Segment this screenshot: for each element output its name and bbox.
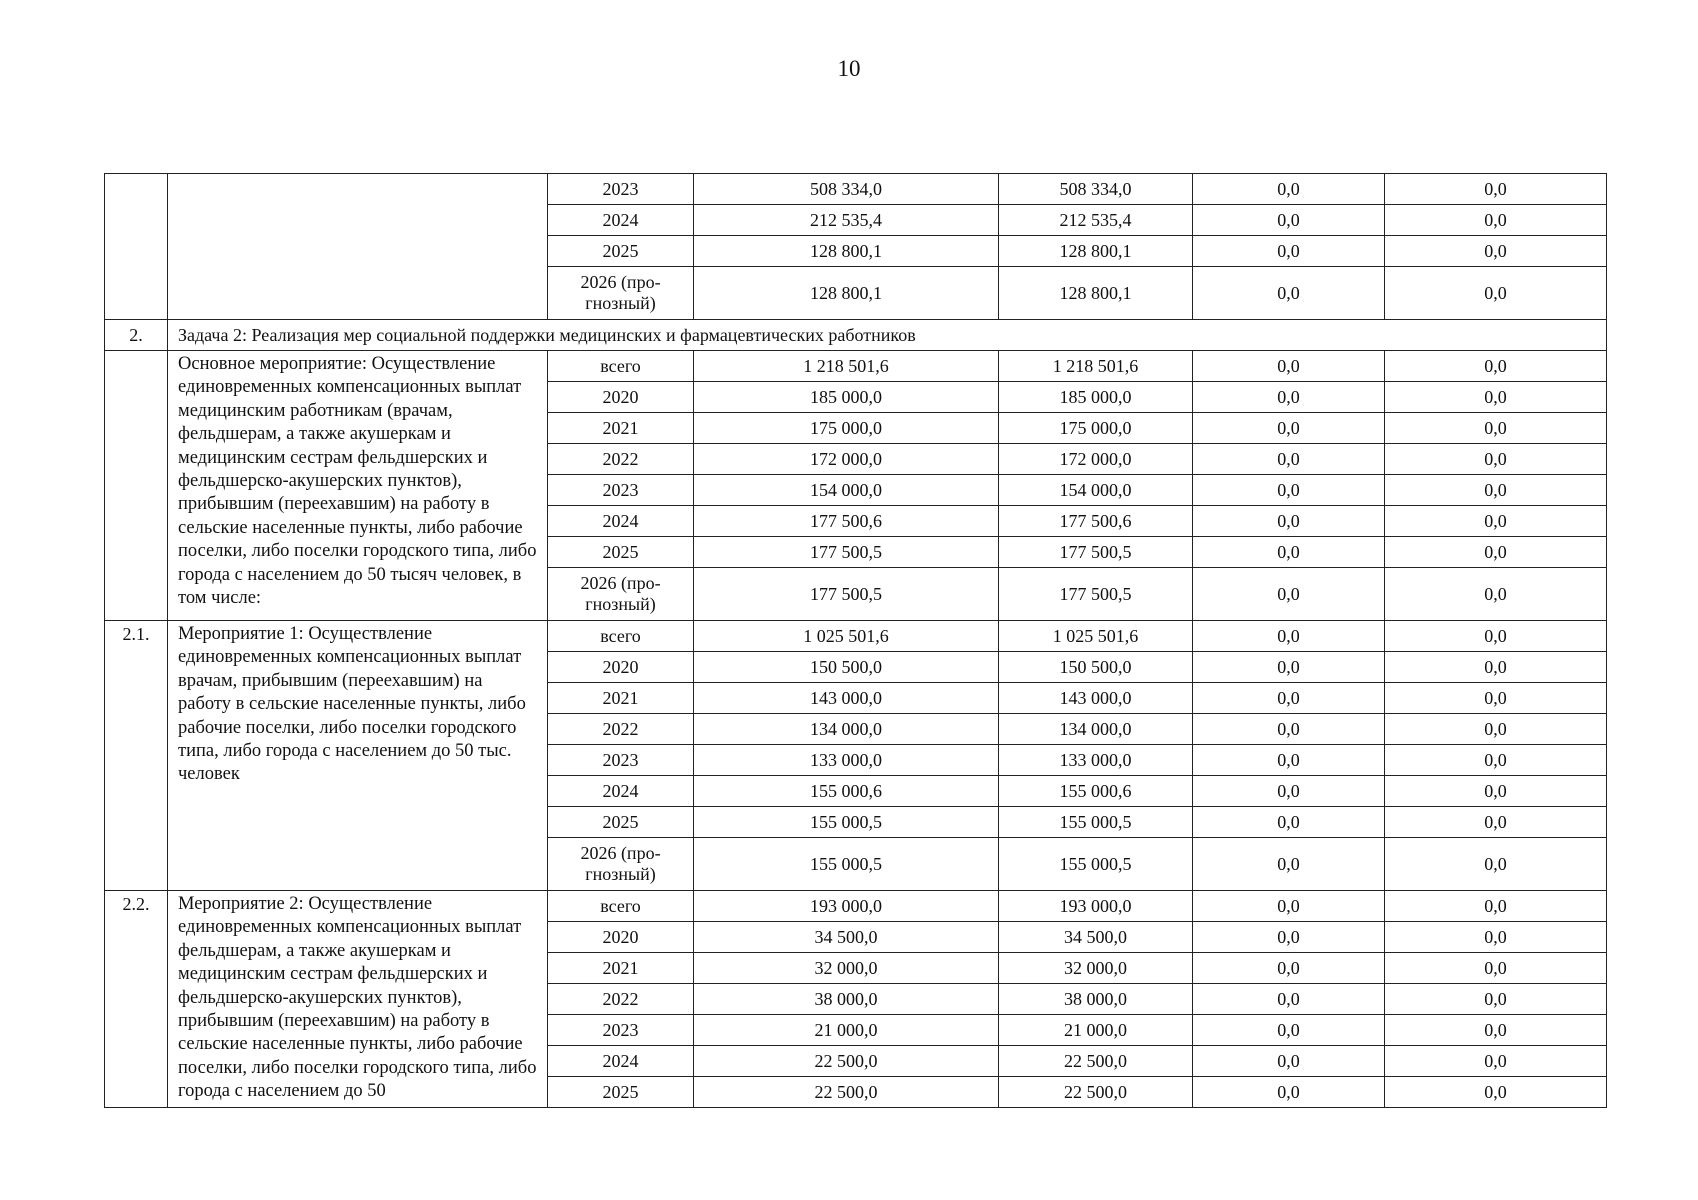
total-cell: 155 000,5 [694,807,999,838]
other-cell: 0,0 [1385,444,1607,475]
federal-cell: 0,0 [1193,807,1385,838]
budget-cell: 22 500,0 [999,1046,1193,1077]
budget-cell: 155 000,5 [999,838,1193,891]
budget-cell: 1 025 501,6 [999,621,1193,652]
federal-cell: 0,0 [1193,205,1385,236]
other-cell: 0,0 [1385,922,1607,953]
federal-cell: 0,0 [1193,475,1385,506]
year-cell: 2023 [548,174,694,205]
measure-description: Мероприятие 1: Осуществление единовременных компенсационных выплат врачам, прибывшим (переехавшим) на работу в сельские населенные пункты, либо рабочие поселки, либо поселки городского типа, либо города с населением до 50 тыс. человек [168,621,548,891]
year-cell: 2020 [548,922,694,953]
budget-cell: 22 500,0 [999,1077,1193,1108]
other-cell: 0,0 [1385,382,1607,413]
budget-cell: 1 218 501,6 [999,351,1193,382]
budget-cell: 128 800,1 [999,236,1193,267]
measure-description: Мероприятие 2: Осуществление единовременных компенсационных выплат фельдшерам, а также акушеркам и медицинским сестрам фельдшерских и фельдшерско-акушерских пунктов), прибывшим (переехавшим) на работу в сельские населенные пункты, либо рабочие поселки, либо поселки городского типа, либо города с населением до 50 [168,891,548,1108]
year-cell: 2024 [548,1046,694,1077]
federal-cell: 0,0 [1193,621,1385,652]
federal-cell: 0,0 [1193,351,1385,382]
year-cell: 2026 (про-гнозный) [548,568,694,621]
federal-cell: 0,0 [1193,891,1385,922]
budget-cell: 177 500,5 [999,568,1193,621]
other-cell: 0,0 [1385,1077,1607,1108]
federal-cell: 0,0 [1193,714,1385,745]
other-cell: 0,0 [1385,652,1607,683]
year-cell: всего [548,351,694,382]
federal-cell: 0,0 [1193,922,1385,953]
total-cell: 1 218 501,6 [694,351,999,382]
year-cell: 2025 [548,807,694,838]
total-cell: 177 500,6 [694,506,999,537]
year-cell: 2023 [548,745,694,776]
row-number [105,351,168,621]
total-cell: 177 500,5 [694,568,999,621]
federal-cell: 0,0 [1193,838,1385,891]
total-cell: 128 800,1 [694,236,999,267]
budget-cell: 177 500,6 [999,506,1193,537]
total-cell: 155 000,6 [694,776,999,807]
federal-cell: 0,0 [1193,683,1385,714]
year-cell: всего [548,891,694,922]
federal-cell: 0,0 [1193,537,1385,568]
other-cell: 0,0 [1385,413,1607,444]
total-cell: 128 800,1 [694,267,999,320]
total-cell: 22 500,0 [694,1077,999,1108]
budget-cell: 134 000,0 [999,714,1193,745]
year-cell: 2022 [548,714,694,745]
other-cell: 0,0 [1385,891,1607,922]
federal-cell: 0,0 [1193,236,1385,267]
year-cell: 2026 (про-гнозный) [548,838,694,891]
year-cell: 2025 [548,236,694,267]
year-cell: 2022 [548,984,694,1015]
budget-cell: 21 000,0 [999,1015,1193,1046]
year-cell: 2025 [548,537,694,568]
budget-cell: 150 500,0 [999,652,1193,683]
table-row [105,174,1607,205]
budget-cell: 155 000,6 [999,776,1193,807]
other-cell: 0,0 [1385,236,1607,267]
year-cell: 2024 [548,506,694,537]
other-cell: 0,0 [1385,745,1607,776]
table-row [105,621,1607,652]
federal-cell: 0,0 [1193,1077,1385,1108]
year-cell: 2023 [548,1015,694,1046]
row-number: 2.1. [105,621,168,891]
total-cell: 134 000,0 [694,714,999,745]
federal-cell: 0,0 [1193,382,1385,413]
other-cell: 0,0 [1385,475,1607,506]
total-cell: 34 500,0 [694,922,999,953]
federal-cell: 0,0 [1193,267,1385,320]
other-cell: 0,0 [1385,537,1607,568]
year-cell: 2021 [548,683,694,714]
budget-cell: 143 000,0 [999,683,1193,714]
budget-cell: 128 800,1 [999,267,1193,320]
total-cell: 212 535,4 [694,205,999,236]
other-cell: 0,0 [1385,984,1607,1015]
table-row [105,351,1607,382]
budget-cell: 185 000,0 [999,382,1193,413]
total-cell: 193 000,0 [694,891,999,922]
table-row [105,891,1607,922]
budget-cell: 508 334,0 [999,174,1193,205]
other-cell: 0,0 [1385,776,1607,807]
other-cell: 0,0 [1385,807,1607,838]
other-cell: 0,0 [1385,506,1607,537]
total-cell: 150 500,0 [694,652,999,683]
federal-cell: 0,0 [1193,652,1385,683]
year-cell: 2021 [548,413,694,444]
total-cell: 155 000,5 [694,838,999,891]
federal-cell: 0,0 [1193,506,1385,537]
total-cell: 175 000,0 [694,413,999,444]
year-cell: 2021 [548,953,694,984]
other-cell: 0,0 [1385,351,1607,382]
year-cell: 2024 [548,776,694,807]
budget-cell: 172 000,0 [999,444,1193,475]
measure-description [168,174,548,320]
other-cell: 0,0 [1385,683,1607,714]
total-cell: 1 025 501,6 [694,621,999,652]
total-cell: 143 000,0 [694,683,999,714]
measure-description: Основное мероприятие: Осуществление единовременных компенсационных выплат медицинским работникам (врачам, фельдшерам, а также акушеркам и медицинским сестрам фельдшерских и фельдшерско-акушерских пунктов), прибывшим (переехавшим) на работу в сельские населенные пункты, либо рабочие поселки, либо поселки городского типа, либо города с населением до 50 тысяч человек, в том числе: [168,351,548,621]
year-cell: 2024 [548,205,694,236]
other-cell: 0,0 [1385,568,1607,621]
budget-cell: 32 000,0 [999,953,1193,984]
year-cell: 2023 [548,475,694,506]
year-cell: 2025 [548,1077,694,1108]
federal-cell: 0,0 [1193,776,1385,807]
page-number: 10 [837,56,861,81]
other-cell: 0,0 [1385,838,1607,891]
other-cell: 0,0 [1385,621,1607,652]
year-cell: 2020 [548,652,694,683]
federal-cell: 0,0 [1193,953,1385,984]
other-cell: 0,0 [1385,953,1607,984]
federal-cell: 0,0 [1193,745,1385,776]
budget-cell: 175 000,0 [999,413,1193,444]
year-cell: 2022 [548,444,694,475]
total-cell: 21 000,0 [694,1015,999,1046]
budget-cell: 133 000,0 [999,745,1193,776]
total-cell: 177 500,5 [694,537,999,568]
federal-cell: 0,0 [1193,444,1385,475]
year-cell: 2026 (про-гнозный) [548,267,694,320]
row-number: 2. [105,320,168,351]
total-cell: 185 000,0 [694,382,999,413]
total-cell: 154 000,0 [694,475,999,506]
federal-cell: 0,0 [1193,568,1385,621]
federal-cell: 0,0 [1193,1046,1385,1077]
year-cell: всего [548,621,694,652]
total-cell: 133 000,0 [694,745,999,776]
financing-table [104,173,1607,1108]
row-number [105,174,168,320]
federal-cell: 0,0 [1193,174,1385,205]
total-cell: 22 500,0 [694,1046,999,1077]
other-cell: 0,0 [1385,1046,1607,1077]
total-cell: 32 000,0 [694,953,999,984]
budget-cell: 155 000,5 [999,807,1193,838]
total-cell: 172 000,0 [694,444,999,475]
budget-cell: 154 000,0 [999,475,1193,506]
other-cell: 0,0 [1385,267,1607,320]
row-number: 2.2. [105,891,168,1108]
federal-cell: 0,0 [1193,413,1385,444]
task-title: Задача 2: Реализация мер социальной поддержки медицинских и фармацевтических работников [168,320,1607,351]
total-cell: 38 000,0 [694,984,999,1015]
budget-cell: 38 000,0 [999,984,1193,1015]
other-cell: 0,0 [1385,1015,1607,1046]
other-cell: 0,0 [1385,714,1607,745]
other-cell: 0,0 [1385,205,1607,236]
budget-cell: 34 500,0 [999,922,1193,953]
total-cell: 508 334,0 [694,174,999,205]
federal-cell: 0,0 [1193,984,1385,1015]
federal-cell: 0,0 [1193,1015,1385,1046]
task-row [105,320,1607,351]
year-cell: 2020 [548,382,694,413]
budget-cell: 177 500,5 [999,537,1193,568]
budget-cell: 193 000,0 [999,891,1193,922]
budget-cell: 212 535,4 [999,205,1193,236]
other-cell: 0,0 [1385,174,1607,205]
